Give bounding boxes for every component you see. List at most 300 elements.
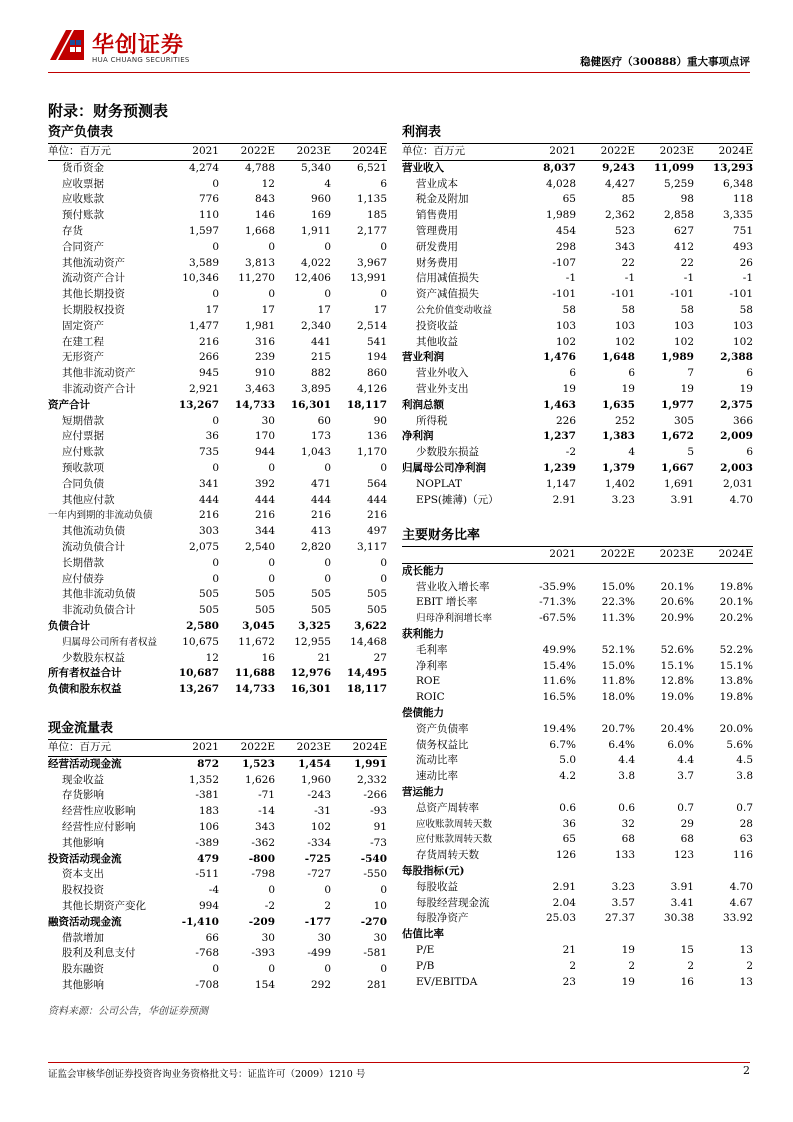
cell-value: 0: [212, 414, 219, 427]
cell-value: 68: [680, 833, 694, 846]
row-label: 流动资产合计: [62, 272, 125, 285]
row-label: 财务费用: [416, 256, 458, 269]
cell-value: 23: [562, 975, 576, 988]
cell-value: [694, 864, 753, 880]
cell-value: [694, 627, 753, 643]
cell-value: 776: [198, 193, 219, 206]
cell-value: -101: [729, 288, 753, 301]
cell-value: 118: [732, 193, 753, 206]
cell-value: 910: [254, 367, 275, 380]
row-label: 股东融资: [62, 963, 104, 976]
cell-value: 303: [198, 525, 219, 538]
cell-value: 6: [569, 367, 576, 380]
cell-value: 36: [205, 430, 219, 443]
unit-label: 单位：百万元: [48, 144, 163, 160]
cell-value: 58: [621, 303, 635, 316]
income-statement-table: [402, 144, 753, 508]
cell-value: 0.7: [736, 801, 753, 814]
cell-value: 0: [380, 461, 387, 474]
cell-value: 444: [366, 493, 387, 506]
table-row: [48, 883, 387, 899]
cell-value: [694, 706, 753, 722]
cell-value: -270: [360, 915, 387, 928]
table-row: [48, 398, 387, 414]
cell-value: -71: [258, 789, 275, 802]
cell-value: 13,991: [350, 272, 387, 285]
cell-value: 123: [673, 849, 694, 862]
cell-value: 13,267: [178, 398, 219, 411]
cell-value: 0: [268, 461, 275, 474]
cell-value: 10: [373, 899, 387, 912]
cell-value: 3,967: [356, 256, 387, 269]
balance-sheet-title: 资产负债表: [48, 125, 114, 140]
table-row: [402, 429, 753, 445]
cell-value: 30: [261, 414, 275, 427]
cell-value: 30: [373, 931, 387, 944]
cell-value: [576, 627, 635, 643]
row-label: 合同资产: [62, 240, 104, 253]
cell-value: 6: [746, 367, 753, 380]
cell-value: 28: [739, 817, 753, 830]
row-label: 长期借款: [62, 556, 104, 569]
cell-value: 103: [673, 319, 694, 332]
cell-value: 392: [254, 477, 275, 490]
logo-text-cn: 华创证券: [92, 33, 185, 58]
footer-divider: [48, 1062, 750, 1063]
row-label: 营业外支出: [416, 382, 469, 395]
table-row: [48, 962, 387, 978]
cell-value: 1,911: [300, 224, 331, 237]
cell-value: 12: [205, 651, 219, 664]
cell-value: 1,237: [543, 430, 576, 443]
cell-value: 18.0%: [601, 691, 635, 704]
cell-value: 2,820: [300, 540, 331, 553]
row-label: 研发费用: [416, 240, 458, 253]
cell-value: -708: [195, 978, 219, 991]
cell-value: 298: [555, 240, 576, 253]
table-row: [402, 659, 753, 675]
cell-value: 15.0%: [601, 580, 635, 593]
cell-value: 20.1%: [660, 580, 694, 593]
cell-value: -73: [370, 836, 387, 849]
row-label: 存货影响: [62, 789, 104, 802]
table-row: [402, 880, 753, 896]
table-row: [402, 382, 753, 398]
cell-value: 49.9%: [542, 643, 576, 656]
cell-value: 65: [562, 193, 576, 206]
cell-value: 22: [680, 256, 694, 269]
cell-value: -14: [258, 805, 275, 818]
cell-value: [576, 706, 635, 722]
cell-value: 344: [254, 525, 275, 538]
cell-value: 1,668: [244, 224, 275, 237]
cell-value: 126: [555, 849, 576, 862]
row-label: 现金收益: [62, 773, 104, 786]
cell-value: 1,648: [602, 351, 635, 364]
cell-value: [694, 927, 753, 943]
cell-value: 843: [254, 193, 275, 206]
cell-value: 412: [673, 240, 694, 253]
cell-value: -1: [683, 272, 694, 285]
cell-value: 20.6%: [660, 596, 694, 609]
cell-value: 305: [673, 414, 694, 427]
cell-value: 860: [366, 367, 387, 380]
cell-value: 444: [198, 493, 219, 506]
cell-value: -4: [208, 884, 219, 897]
cell-value: 3.91: [670, 493, 694, 506]
table-row: [402, 848, 753, 864]
row-label: 营业外收入: [416, 367, 469, 380]
cell-value: [635, 563, 694, 579]
row-label: 其他流动资产: [62, 256, 125, 269]
table-row: [402, 753, 753, 769]
cell-value: -1: [624, 272, 635, 285]
cell-value: 0: [268, 240, 275, 253]
cell-value: 13.8%: [719, 675, 753, 688]
row-label: 无形资产: [62, 351, 104, 364]
cell-value: [517, 563, 576, 579]
table-row: [48, 240, 387, 256]
year-header: 2023E: [275, 144, 331, 160]
cell-value: 2.91: [552, 880, 576, 893]
table-row: [48, 666, 387, 682]
cell-value: 4,274: [188, 161, 219, 174]
cell-value: 341: [198, 477, 219, 490]
cell-value: 2,375: [720, 398, 753, 411]
row-label: 预付账款: [62, 209, 104, 222]
cell-value: 216: [254, 509, 275, 522]
table-row: [402, 461, 753, 477]
row-label: 在建工程: [62, 335, 104, 348]
cell-value: -31: [314, 805, 331, 818]
table-row: [402, 177, 753, 193]
cell-value: 136: [366, 430, 387, 443]
cell-value: 13: [739, 943, 753, 956]
cell-value: 1,523: [242, 757, 275, 770]
cell-value: 2: [746, 959, 753, 972]
cell-value: -67.5%: [539, 612, 576, 625]
logo-text-en: HUA CHUANG SECURITIES: [92, 56, 190, 64]
cell-value: 12,955: [294, 635, 331, 648]
cell-value: 17: [373, 303, 387, 316]
cell-value: 5.0: [559, 754, 576, 767]
table-row: [48, 256, 387, 272]
cell-value: 216: [310, 509, 331, 522]
page-header: [48, 26, 750, 72]
cell-value: 1,597: [188, 224, 219, 237]
cell-value: [517, 927, 576, 943]
cell-value: 11,672: [238, 635, 275, 648]
cell-value: 11.6%: [542, 675, 576, 688]
row-label: 应付账款: [62, 446, 104, 459]
cell-value: -362: [251, 836, 275, 849]
row-label: 净利率: [416, 659, 448, 672]
cell-value: 0: [324, 572, 331, 585]
cell-value: 2,340: [300, 319, 331, 332]
cell-value: 6,348: [722, 177, 753, 190]
cell-value: 102: [614, 335, 635, 348]
cell-value: 454: [555, 224, 576, 237]
row-label: 存货: [62, 224, 83, 237]
cell-value: 6: [628, 367, 635, 380]
cell-value: 1,477: [188, 319, 219, 332]
cell-value: 19: [621, 382, 635, 395]
table-row: [402, 943, 753, 959]
cell-value: 882: [310, 367, 331, 380]
table-row: [402, 224, 753, 240]
cell-value: 1,691: [663, 477, 694, 490]
row-label: 速动比率: [416, 770, 458, 783]
cell-value: 944: [254, 446, 275, 459]
cell-value: 15.1%: [719, 659, 753, 672]
row-label: 资本支出: [62, 868, 104, 881]
cell-value: 13,293: [712, 161, 753, 174]
table-row: [402, 643, 753, 659]
table-row: [48, 382, 387, 398]
cell-value: 16: [680, 975, 694, 988]
row-label: 其他收益: [416, 335, 458, 348]
cell-value: 2,921: [188, 382, 219, 395]
table-row: [48, 177, 387, 193]
cell-value: 11,688: [234, 667, 275, 680]
cell-value: -107: [552, 256, 576, 269]
cell-value: 1,402: [604, 477, 635, 490]
cell-value: 20.9%: [660, 612, 694, 625]
cell-value: 6,521: [356, 161, 387, 174]
cell-value: 1,147: [545, 477, 576, 490]
table-header-row: [402, 547, 753, 563]
cell-value: 2,031: [722, 477, 753, 490]
cell-value: 1,977: [661, 398, 694, 411]
table-row: [402, 896, 753, 912]
row-label: 投资收益: [416, 319, 458, 332]
row-label: 获利能力: [402, 627, 444, 640]
cell-value: 0: [268, 288, 275, 301]
cell-value: 7: [687, 367, 694, 380]
cell-value: 16,301: [290, 683, 331, 696]
income-statement-title: 利润表: [402, 125, 442, 140]
row-label: 负债和股东权益: [48, 683, 122, 696]
cell-value: 216: [198, 509, 219, 522]
cell-value: 60: [317, 414, 331, 427]
cell-value: 14,495: [346, 667, 387, 680]
cell-value: [576, 927, 635, 943]
row-label: 每股收益: [416, 880, 458, 893]
cell-value: 0: [268, 963, 275, 976]
cell-value: 19: [680, 382, 694, 395]
row-label: 税金及附加: [416, 193, 469, 206]
unit-label: [402, 547, 517, 563]
cell-value: 366: [732, 414, 753, 427]
table-row: [48, 319, 387, 335]
row-label: 所有者权益合计: [48, 667, 122, 680]
cell-value: 20.4%: [660, 722, 694, 735]
cell-value: 13,267: [178, 683, 219, 696]
cell-value: 2,075: [188, 540, 219, 553]
cell-value: 2,858: [663, 209, 694, 222]
year-header: 2022E: [576, 547, 635, 563]
cell-value: 3,325: [298, 619, 331, 632]
row-label: ROE: [416, 675, 441, 688]
cell-value: 4,028: [545, 177, 576, 190]
page-number: 2: [743, 1064, 750, 1077]
cell-value: [517, 706, 576, 722]
cell-value: 479: [197, 852, 219, 865]
table-row: [48, 603, 387, 619]
cell-value: 281: [366, 978, 387, 991]
cell-value: -798: [251, 868, 275, 881]
row-label: 每股经营现金流: [416, 896, 490, 909]
cell-value: 4,788: [244, 161, 275, 174]
row-label: 其他长期投资: [62, 288, 125, 301]
cell-value: 85: [621, 193, 635, 206]
cell-value: 316: [254, 335, 275, 348]
cell-value: 1,476: [543, 351, 576, 364]
cell-value: 19: [621, 943, 635, 956]
row-label: 应付账款周转天数: [416, 834, 493, 846]
cell-value: 252: [614, 414, 635, 427]
row-label: 销售费用: [416, 209, 458, 222]
row-label: 营业成本: [416, 177, 458, 190]
cell-value: 9,243: [602, 161, 635, 174]
cell-value: 564: [366, 477, 387, 490]
table-row: [402, 208, 753, 224]
row-label: 每股指标(元): [402, 864, 465, 877]
cell-value: 4,022: [300, 256, 331, 269]
cell-value: 493: [732, 240, 753, 253]
cell-value: 2: [569, 959, 576, 972]
appendix-title: 附录：财务预测表: [48, 102, 169, 120]
table-row: [402, 690, 753, 706]
cell-value: -768: [195, 947, 219, 960]
table-row: [402, 563, 753, 579]
cell-value: 16: [261, 651, 275, 664]
cell-value: -334: [307, 836, 331, 849]
year-header: 2023E: [635, 144, 694, 160]
cell-value: -393: [251, 947, 275, 960]
cell-value: 20.2%: [719, 612, 753, 625]
cell-value: 3,589: [188, 256, 219, 269]
cell-value: 110: [198, 209, 219, 222]
row-label: 经营性应收影响: [62, 805, 136, 818]
cell-value: 0: [380, 288, 387, 301]
row-label: 其他非流动负债: [62, 588, 136, 601]
row-label: 管理费用: [416, 224, 458, 237]
cell-value: -800: [248, 852, 275, 865]
cell-value: 505: [366, 588, 387, 601]
cell-value: 523: [614, 224, 635, 237]
cell-value: 169: [310, 209, 331, 222]
cell-value: [694, 785, 753, 801]
row-label: 归母净利润增长率: [416, 613, 493, 625]
row-label: EPS(摊薄)（元）: [416, 493, 499, 506]
cell-value: 266: [198, 351, 219, 364]
cell-value: [517, 627, 576, 643]
row-label: 公允价值变动收益: [416, 304, 493, 316]
cell-value: 2: [324, 899, 331, 912]
cell-value: 441: [310, 335, 331, 348]
cell-value: 3.23: [611, 493, 635, 506]
table-row: [402, 611, 753, 627]
cell-value: 11.8%: [601, 675, 635, 688]
cell-value: 4.5: [736, 754, 753, 767]
table-row: [402, 335, 753, 351]
cell-value: 1,981: [244, 319, 275, 332]
unit-label: 单位：百万元: [48, 740, 163, 756]
cell-value: 413: [310, 525, 331, 538]
table-row: [48, 429, 387, 445]
cell-value: 18,117: [346, 398, 387, 411]
balance-sheet-table: [48, 144, 387, 698]
cell-value: 0.7: [677, 801, 694, 814]
table-row: [402, 864, 753, 880]
cell-value: [635, 927, 694, 943]
cell-value: 21: [562, 943, 576, 956]
table-row: [48, 852, 387, 868]
cell-value: 185: [366, 209, 387, 222]
cell-value: 25.03: [545, 912, 576, 925]
table-row: [48, 804, 387, 820]
row-label: ROIC: [416, 691, 445, 704]
cell-value: 4,427: [604, 177, 635, 190]
cell-value: 1,379: [602, 461, 635, 474]
cell-value: 1,989: [545, 209, 576, 222]
table-row: [402, 366, 753, 382]
cell-value: 960: [310, 193, 331, 206]
cell-value: 16.5%: [542, 691, 576, 704]
cell-value: 27.37: [604, 912, 635, 925]
cell-value: [635, 864, 694, 880]
cell-value: 103: [614, 319, 635, 332]
cell-value: [635, 785, 694, 801]
cell-value: 154: [254, 978, 275, 991]
cell-value: 2,177: [356, 224, 387, 237]
table-row: [48, 445, 387, 461]
cell-value: 4.4: [677, 754, 694, 767]
row-label: 利润总额: [402, 398, 444, 411]
table-row: [402, 627, 753, 643]
cell-value: 5,259: [663, 177, 694, 190]
cell-value: 471: [310, 477, 331, 490]
cell-value: 15.1%: [660, 659, 694, 672]
cell-value: 0: [212, 288, 219, 301]
cell-value: 3,622: [354, 619, 387, 632]
cell-value: -243: [307, 789, 331, 802]
cell-value: -209: [248, 915, 275, 928]
cell-value: 2,388: [720, 351, 753, 364]
table-row: [48, 493, 387, 509]
cell-value: 2,009: [720, 430, 753, 443]
cell-value: 91: [373, 820, 387, 833]
table-row: [402, 975, 753, 991]
table-row: [402, 817, 753, 833]
row-label: 应付票据: [62, 430, 104, 443]
cell-value: 102: [673, 335, 694, 348]
table-row: [48, 651, 387, 667]
cell-value: 0: [212, 461, 219, 474]
cell-value: 17: [317, 303, 331, 316]
cell-value: -71.3%: [539, 596, 576, 609]
cell-value: 52.6%: [660, 643, 694, 656]
cell-value: 216: [198, 335, 219, 348]
cell-value: 0: [380, 556, 387, 569]
cell-value: 4,126: [356, 382, 387, 395]
cell-value: -511: [195, 868, 219, 881]
cell-value: 58: [680, 303, 694, 316]
row-label: 应收账款: [62, 193, 104, 206]
cell-value: 3,895: [300, 382, 331, 395]
report-title: 稳健医疗（300888）重大事项点评: [580, 56, 750, 68]
